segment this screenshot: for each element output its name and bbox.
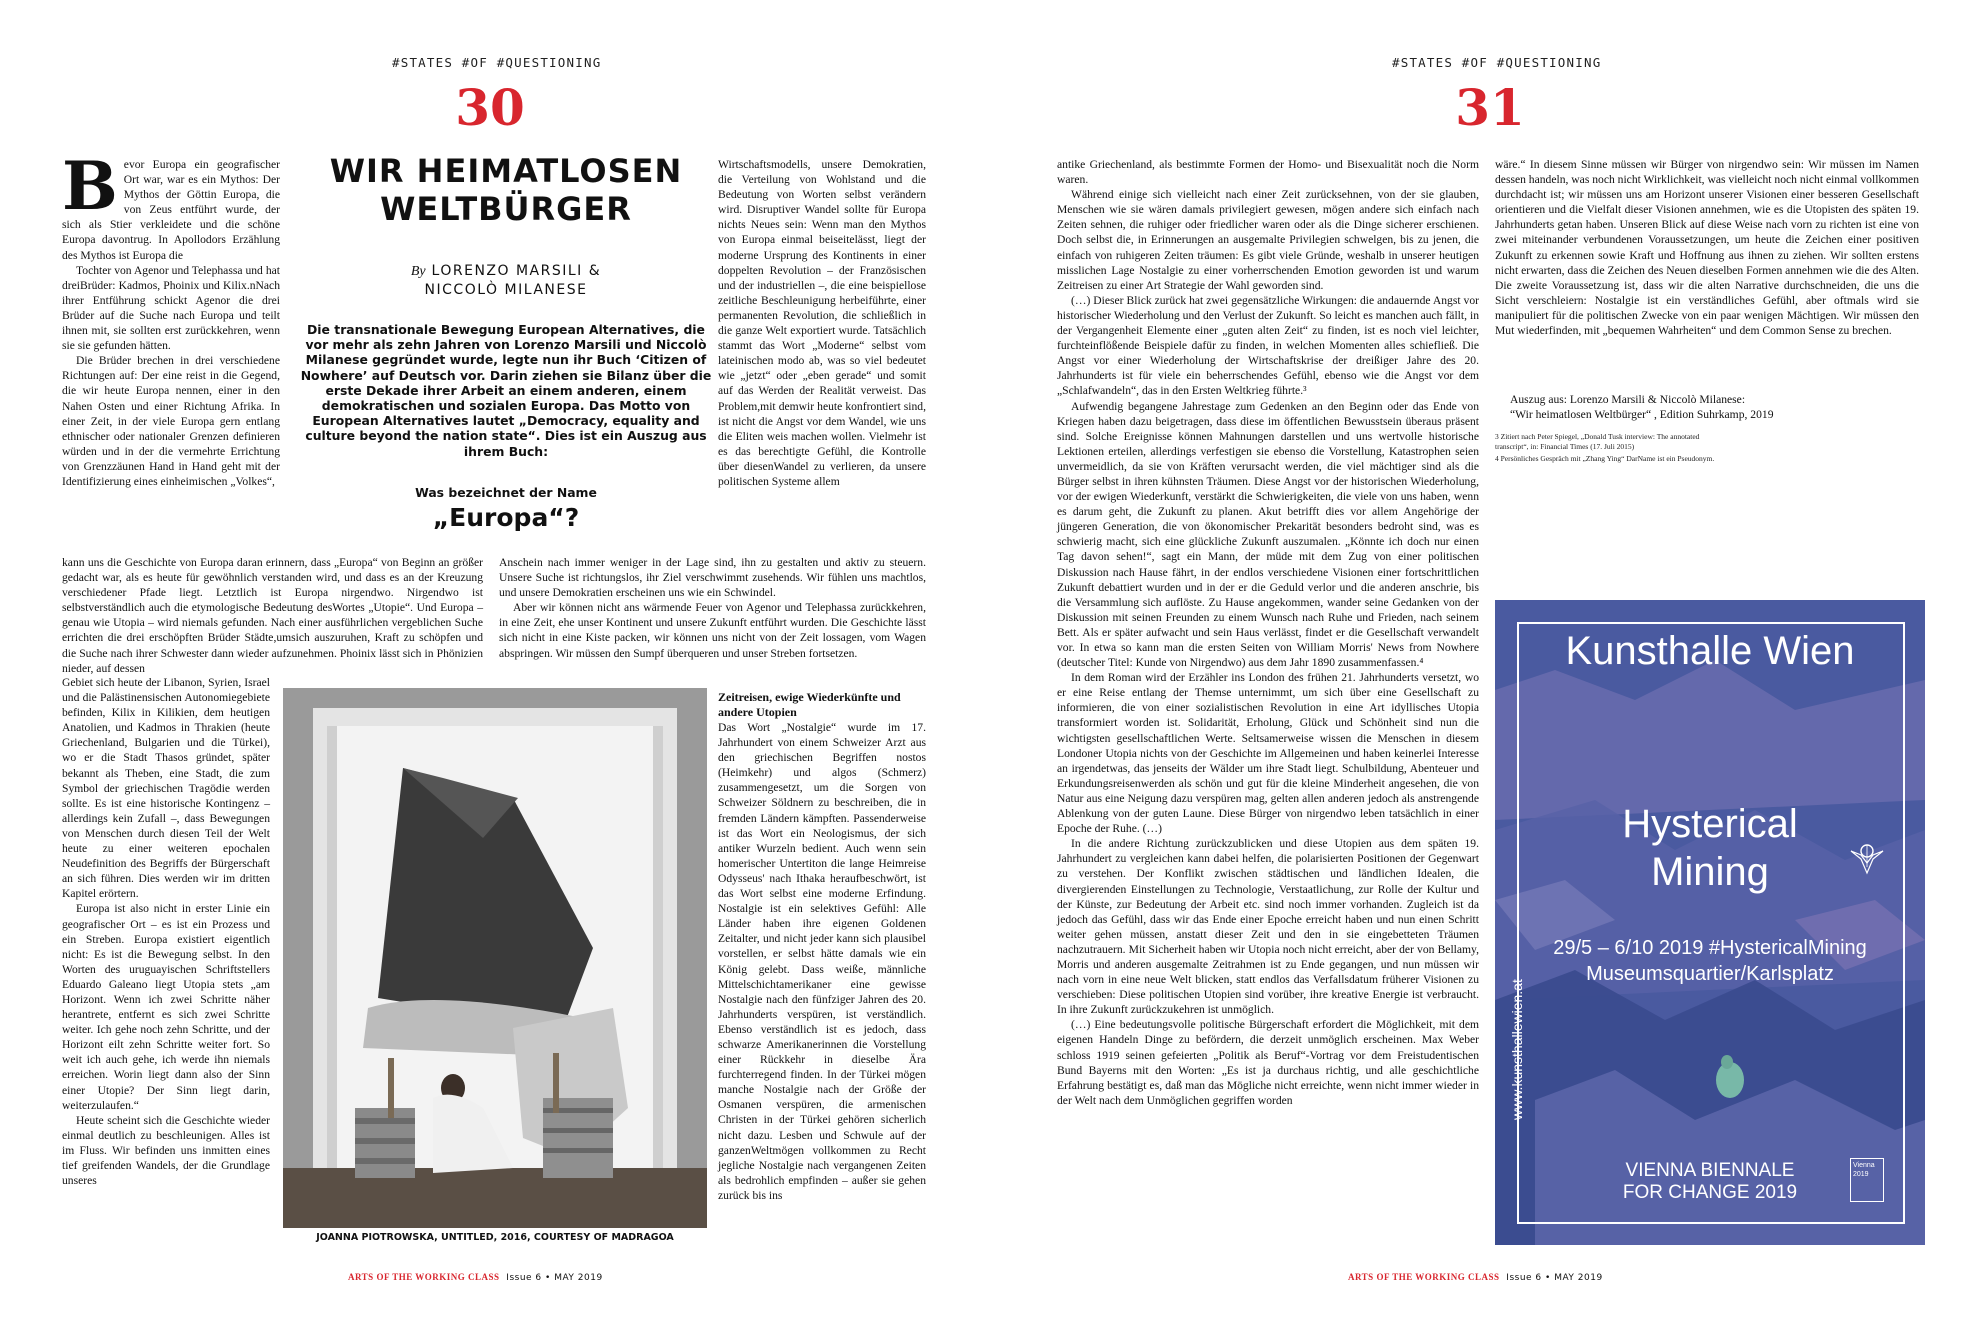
eagle-crest-icon [1847,837,1887,877]
intro-text: Die transnationale Bewegung European Alternatives, die vor mehr als zehn Jahren von Lorenzo Marsili und Niccolò Milanese gegründet wurde, legte nun ihr Buch ‘Citizen of Nowhere’ auf Deutsch vor. Darin ziehen sie Bilanz über die erste Dekade ihrer Arbeit an einem anderen, einem demokratischen und sozialen Europa. Das Motto von European Alternatives lautet „Democracy, equality and culture beyond the nation state“. Dies ist ein Auszug aus ihrem Buch: [300,322,712,459]
issue-info: Issue 6 • MAY 2019 [1506,1273,1603,1283]
artwork-photo [283,688,707,1228]
magazine-name: ARTS OF THE WORKING CLASS [348,1272,500,1282]
photo-illustration [283,688,707,1228]
footer [1348,1272,1603,1283]
column-3-bottom: Zeitreisen, ewige Wiederkünfte und andere Utopien Das Wort „Nostalgie“ wurde im 17. Jahrhundert von einem Schweizer Arzt aus den griechischen Begriffen nostos (Heimkehr) und algos (Schmerz) zusammengesetzt, um die Sorgen von Schweizer Söldnern zu beschreiben, die in fremden Ländern kämpften. Passenderweise ist das Wort ein Neologismus, der sich antiker Wurzeln bedient. Auch wenn sein homerischer Untertiton die lange Heimreise Odysseus' nach Ithaka heraufbeschwört, ist das Wort selbst eine moderne Erfindung. Nostalgie ist ein selektives Gefühl: Alle Länder haben ihre eigenen Goldenen Zeitalter, und nicht jeder kann sich plausibel vorstellen, er selbst hätte damals wie ein König gelebt. Dass weiße, männliche Mittelschichtamerikaner eine gewisse Nostalgie nach den fünfziger Jahren des 20. Jahrhunderts verspüren, ist verständlich. Ebenso verständlich ist es jedoch, dass schwarze Amerikanerinnen die Vorstellung einer Rückkehr in dieselbe Ära furchterregend finden. In der Türkei mögen manche Nostalgie nach der Größe der Osmanen verspüren, die armenischen Christen in der Türkei gehören sicherlich nicht dazu. Lesben und Schwule auf der ganzenWeltmögen vollkommen zu Recht jegliche Nostalgie nach vergangenen Zeiten als bedrohlich empfinden – außer sie gehen zurück bis ins [718,690,926,1202]
magazine-name: ARTS OF THE WORKING CLASS [1348,1272,1500,1282]
right-column-1: antike Griechenland, als bestimmte Formen der Homo- und Bisexualität noch die Norm waren. Während einige sich vielleicht nach einer Zeit zurücksehnen, von der sie glauben, Menschen wie sie wären damals privilegiert gewesen, mögen andere sich einfach nach Zeiten sehnen, die ruhiger oder friedlicher waren oder als die Dinge sicherer erschienen. Doch selbst die, in Erinnerungen an ausgemalte Privilegien schwelgen, bis zu jenen, die einfach von ruhigeren Zeiten träumen: Es gibt viele Gründe, weshalb in unserer heutigen misslichen Lage Nostalgie zu einer vorherrschenden Emotion geworden ist und warum Zeitreisen zu einer Art Strategie der Wahl geworden sind. (…) Dieser Blick zurück hat zwei gegensätzliche Wirkungen: die andauernde Angst vor historischer Wiederholung und den Verlust der Zukunft. So leicht es manchen auch fällt, in der Vergangenheit Elemente einer „guten alten Zeit“ zu finden, ist es noch viel leichter, furchteinflößende Beispiele dafür zu finden, in welchen Momenten alles schiefließ. Die Angst vor einer Wiederholung der Wirtschaftskrise der dreißiger Jahre des 20. Jahrhunderts ist für viele ein beherrschendes Gefühl, ebenso wie die Angst vor dem „Schlafwandeln“, das in den Ersten Weltkrieg führte.³ Aufwendig begangene Jahrestage zum Gedenken an den Beginn oder das Ende von Kriegen haben dazu beigetragen, dass diese im öffentlichen Bewusstsein überaus präsent sind. Solche Ereignisse können Mahnungen darstellen und uns wertvolle historische Lektionen erteilen, allerdings verfestigen sie ebenso die Vorstellung, Katastrophen seien unvermeidlich, da sie von Kräften verursacht werden, die viel mächtiger sind als die Bürger selbst in ihren kühnsten Träumen. Diese Angst vor der historischen Wiederholung, vor der ewigen Wiederkunft, verstärkt die Schwierigkeiten, die viele von uns haben, wenn es darum geht, die Zukunft zu planen. Akut betrifft dies vor allem Angehörige der jüngeren Generation, die von ökonomischer Prekarität besonders bedroht sind, was es schwierig macht, sich eine glückliche Zukunft auszumalen. „Könnte ich doch nur einen Tag davon sehen!“, sagt ein Mann, der müde mit dem Zug von einer politischen Diskussion nach Hause fährt, in der endlos verschiedene Visionen einer fortschrittlichen Zukunft debattiert wurden und in der er die Geduld verlor und die anderen anschrie, bis die Versammlung sich auflöste. Zu Hause angekommen, wander seine Gedanken von der Diskussion mit seinen Freunden zu einem Wunsch nach Ruhe und Frieden, nach seinem Bett. Als er später aufwacht und sein Haus verlässt, findet er die Gesellschaft verwandelt vor. In etwa so kann man die ersten Seiten von William Morris' News from Nowhere (deutscher Titel: Kunde von Nirgendwo) aus dem Jahr 1890 zusammenfassen.⁴ In dem Roman wird der Erzähler ins London des frühen 21. Jahrhunderts versetzt, wo er eine Reise entlang der Themse unternimmt, um sich über eine Gesellschaft zu informieren, die von einer sozialistischen Revolution in eine Art idyllisches Utopia transformiert worden ist. Solidarität, Erholung, Glück und Schönheit sind nun die wichtigsten gesellschaftlichen Werte. Seltsamerweise wissen die Menschen in diesem Londoner Utopia nichts von der Geschichte im Allgemeinen und haben keinerlei Interesse an irgendetwas, das jenseits der Wälder um ihre Stadt liegt. Schulbildung, Abenteuer und Erkundungsreisenwerden als schön und gut für die kleine Minderheit angesehen, die von Natur aus eine Neigung dazu verspüren mag, gelten allen anderen jedoch als anstrengende Ablenkung von der guten Laune. Diese Bürger von nirgendwo leben tatsächlich in einer Epoche der Ruhe. (…) In die andere Richtung zurückzublicken und diese Utopien aus dem späten 19. Jahrhundert zu vergleichen kann dabei helfen, die polarisierten Positionen der Gegenwart zu verstehen. Der Konflikt zwischen städtischen und ländlichen Idealen, die divergierenden Einstellungen zu Technologie, Verstaatlichung, zur Rolle der Kultur und der Künste, zur Bedeutung der Arbeit etc. sind noch immer vorhanden. Zugleich ist da jedoch das Gefühl, dass wir das Ende einer Epoche erreicht haben und nun einen Schritt weiter gehen müssen, anstatt dieser Zeit und den in sie eingebetteten Träumen nachzutrauern. Mit Sicherheit haben wir Utopia noch nicht erreicht, aber der von Bellamy, Morris und anderen ausgemalte Zeitrahmen ist zu Ende gegangen, und nun müssen wir nach vorn in eine neue Welt blicken, statt endlos das Verfallsdatum früherer Visionen zu verschieben: Diese politischen Utopien sind vorüber, ihre kreative Energie ist verbraucht. In ihre Zukunft zurückzukehren ist unmöglich. (…) Eine bedeutungsvolle politische Bürgerschaft erfordert die Möglichkeit, mit dem eigenen Handeln Dinge zu befördern, die derzeit unmöglich erscheinen. Max Weber schloss 1919 seinen gefeierten „Politik als Beruf“-Vortrag vor dem Freistudentischen Bund Bayerns mit den Worten: „Es ist ja durchaus richtig, und alle geschichtliche Erfahrung bestätigt es, daß man das Mögliche nicht erreichte, wenn nicht immer wieder in der Welt nach dem Unmöglichen gegriffen worden [1057,158,1479,1107]
ad-url-vertical[interactable]: www.kunsthallewien.at [1509,979,1525,1120]
question-europa: „Europa“? [432,503,580,532]
page-number: 30 [455,78,525,137]
column-1-bottom: Gebiet sich heute der Libanon, Syrien, Israel und die Palästinensischen Autonomiegebiete befinden, Kilix in Kilikien, dem heutigen Anatolien, und Kadmos in Thrakien (heute Griechenland, Bulgarien und die Türkei), wo er die Stadt Thasos gründet, später bekannt als Theben, eine Stadt, die zum Symbol der griechischen Tragödie werden sollte. Es ist eine historische Kontingenz – allerdings kein Zufall –, dass Bewegungen von Menschen durch diesen Teil der Welt heute zu einer weiteren epochalen Neudefinition des Begriffs der Bürgerschaft an sich führen. Dies werden wir im dritten Kapitel erörtern. Europa ist also nicht in erster Linie ein geografischer Ort – es ist ein Prozess und ein Streben. Europa existiert eigentlich nicht: Es ist die Bewegung selbst. In den Worten des uruguayischen Schriftstellers Eduardo Galeano liegt Utopia stets „am Horizont. Wenn ich zwei Schritte näher herantrete, entfernt es sich zwei Schritte weiter. Ich gehe noch zehn Schritte, und der Horizont eilt zehn Schritte weiter fort. So weit ich auch gehe, ich werde ihn niemals erreichen. Worin liegt dann also der Sinn einer Utopie? Der Sinn liegt darin, weiterzulaufen.“ Heute scheint sich die Geschichte wieder einmal deutlich zu beschleunigen. Alles ist im Fluss. Wir befinden uns inmitten eines tief greifenden Wandels, der die Grundlage unseres [62,676,270,1188]
right-column-2: wäre.“ In diesem Sinne müssen wir Bürger von nirgendwo sein: Wir müssen im Namen dessen handeln, was noch nicht Wirklichkeit, was vielleicht noch nicht einmal vollkommen durchdacht ist; wir müssen uns am Horizont unserer Visionen einer besseren Gesellschaft orientieren und die Vielfalt dieser Visionen annehmen, wie es die Utopisten des späten 19. Jahrhunderts getan haben. Unseren Blick auf diese Weise nach vorn zu richten ist eine von zwei miteinander verbundenen Voraussetzungen, um heute die Zeichen einer positiven Zukunft zu erkennen sowie Kraft und Hoffnung aus ihnen zu ziehen. Wir sollten erstens nicht erwarten, dass die Zeichen des Neuen dieselben Formen annehmen wie die des Alten. Die zweite Voraussetzung ist, dass wir die alten Narrative durchschneiden, die uns die Sicht verschleiern: Nostalgie ist ein verständliches Gefühl, aber oftmals wird sie manipuliert für die politischen Zwecke von ein paar wenigen Mächtigen. Wir müssen den Mut wiederfinden, mit „bequemen Wahrheiten“ und dem Common Sense zu brechen. [1495,158,1919,338]
ad-headline: Hysterical Mining [1622,802,1798,894]
biennale-badge: Vienna 2019 [1850,1158,1884,1202]
ad-venue: Museumsquartier/Karlsplatz [1586,963,1834,985]
ad-title: Kunsthalle Wien [1565,629,1855,673]
wide-paragraph-2: Anschein nach immer weniger in der Lage sind, ihn zu gestalten und aktiv zu steuern. Unsere Suche ist richtungslos, ihr Ziel verschwimmt zusehends. Wir fühlen uns machtlos, und unsere Demokratien erscheinen uns wie ein Schwindel. Aber wir können nicht ans wärmende Feuer von Agenor und Telephassa zurückkehren, in eine Zeit, ehe unser Kontinent und unsere Zukunft entführt wurden. Die Geschichte lässt sich nicht in eine Kiste packen, wir können uns nicht von der Zeit lossagen, vom Wagen abspringen. Wir müssen den Sumpf überqueren und unser Streben fortsetzen. [499,556,926,660]
ad-dates: 29/5 – 6/10 2019 #HystericalMining [1553,937,1867,959]
page-number: 31 [1455,78,1525,137]
article-title: WIR HEIMATLOSEN WELTBÜRGER [329,152,683,228]
byline: By LORENZO MARSILI & NICCOLÒ MILANESE [410,263,602,298]
ad-frame [1517,622,1905,1224]
advertisement[interactable] [1495,600,1925,1245]
section-subheading: Zeitreisen, ewige Wiederkünfte und andere Utopien [718,690,901,719]
footnote-4: 4 Persönliches Gespräch mit „Zhang Ying“ DarName ist ein Pseudonym. [1495,454,1715,463]
column-1-top: Bevor Europa ein geografischer Ort war, war es ein Mythos: Der Mythos der Göttin Europa, die von Zeus entführt wurde, der sich als Stier verkleidete und die schöne Europa davontrug. In Apollodors Erzählung des Mythos ist Europa die Tochter von Agenor und Telephassa und hat dreiBrüder: Kadmos, Phoinix und Kilix.nNach ihrer Entführung schickt Agenor die drei Brüder auf die Suche nach Europa und teilt ihnen mit, sie sollten erst zurückkehren, wenn sie sie gefunden hätten. Die Brüder brechen in drei verschiedene Richtungen auf: Der eine reist in die Gegend, die wir heute Europa nennen, einer in den Nahen Osten und einer Richtung Afrika. In einer Zeit, in der viele Europa gern entlang ethnischer oder nationaler Grenzen definieren würden und in der die vermehrte Errichtung von Grenzzäunen Hand in Hand geht mit der Identifizierung eines einheimischen „Volkes“, [62,147,280,488]
issue-info: Issue 6 • MAY 2019 [506,1273,603,1283]
footnote-3: 3 Zitiert nach Peter Spiegel, „Donald Tusk interview: The annotated transcript“, in: Financial Times (17. Juli 2015) [1495,432,1700,451]
photo-caption: JOANNA PIOTROWSKA, UNTITLED, 2016, COURTESY OF MADRAGOA [316,1232,674,1243]
excerpt-source: Auszug aus: Lorenzo Marsili & Niccolò Milanese: “Wir heimatlosen Weltbürger“ , Edition Suhrkamp, 2019 [1510,393,1774,422]
section-tag: #STATES #OF #QUESTIONING [392,55,602,70]
wide-paragraph-1: kann uns die Geschichte von Europa daran erinnern, dass „Europa“ von Beginn an größer gedacht war, als es heute für gewöhnlich verstanden wird, und dass es an der Kreuzung verschiedener Pfade liegt. Letztlich ist Europa nirgendwo. Nirgendwo ist selbstverständlich auch die etymologische Bedeutung desWortes „Utopie“. Und Europa – genau wie Utopia – wird niemals gefunden. Nach einer ausführlichen vergeblichen Suche errichten die drei erschöpften Brüder Städte,umsich auszuruhen, Kraft zu schöpfen und die Suche nach ihrer Schwester dann wieder aufzunehmen. Phoinix lässt sich in Phönizien nieder, auf dessen [62,556,483,675]
question-text: Was bezeichnet der Name [415,485,597,500]
column-3-top: Wirtschaftsmodells, unsere Demokratien, die Verteilung von Wohlstand und die Bedeutung von Worten selbst verändern wird. Disruptiver Wandel sollte für Europa nichts Neues sein: Wenn man den Mythos von Europa einmal beiseitelässt, liegt der moderne Ursprung des Kontinents in einer doppelten Revolution – der Französischen und der industriellen –, die eine beispiellose zeitliche Beschleunigung herbeiführte, einer permanenten Revolution, die schließlich in die ganze Welt exportiert wurde. Tatsächlich stammt das Wort „Moderne“ selbst vom lateinischen modo ab, was so viel bedeutet wie „jetzt“ oder „eben gerade“ und somit auf das Werden der Realität verweist. Das Problem,mit demwir heute konfrontiert sind, ist nicht die Angst vor dem Wandel, wie uns die Eliten weis machen wollen. Vielmehr ist es das berechtigte Gefühl, die Kontrolle über diesenWandel zu verlieren, da unsere politischen Systeme allem [718,158,926,488]
section-tag: #STATES #OF #QUESTIONING [1392,55,1602,70]
drop-cap: B [62,147,118,225]
ad-biennale: VIENNA BIENNALE FOR CHANGE 2019 [1622,1160,1798,1203]
footer [348,1272,603,1283]
